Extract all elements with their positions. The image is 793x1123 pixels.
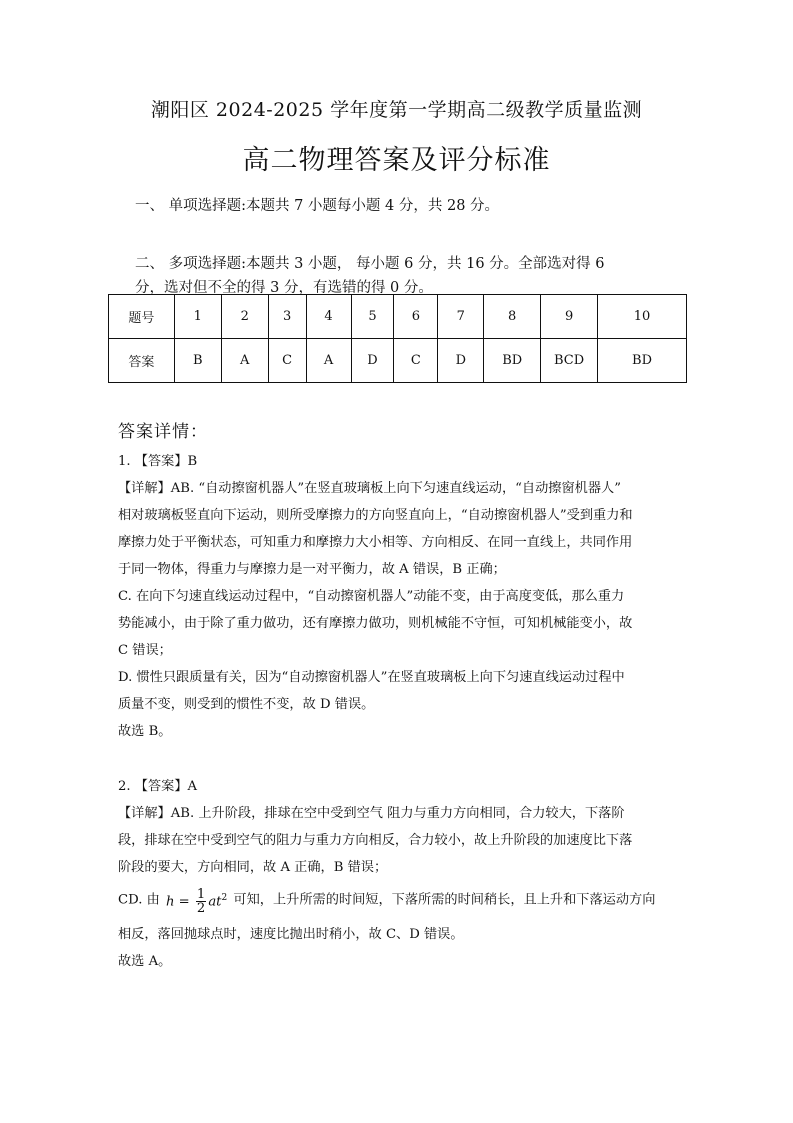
- q2-formula-line: [118, 881, 678, 921]
- row-header-answer: 答案: [109, 339, 175, 383]
- q1-line: C 错误；: [118, 643, 172, 658]
- q2-line: 相反，落回抛球点时，速度比抛出时稍小，故 C、D 错误。: [118, 927, 464, 942]
- q1-line: 相对玻璃板竖直向下运动，则所受摩擦力的方向竖直向上，“自动擦窗机器人”受到重力和: [118, 508, 633, 523]
- q1-line: 质量不变，则受到的惯性不变，故 D 错误。: [118, 697, 375, 712]
- question-number-cell: 10: [598, 295, 687, 339]
- answer-cell: C: [268, 339, 306, 383]
- question-number-cell: 4: [306, 295, 351, 339]
- question-number-cell: 2: [221, 295, 268, 339]
- q2-explanation: [118, 773, 678, 975]
- cd-suffix: 可知，上升所需的时间短，下落所需的时间稍长，且上升和下落运动方向: [233, 892, 656, 908]
- q1-line: 1. 【答案】B: [118, 454, 198, 469]
- answer-cell: D: [438, 339, 484, 383]
- q2-line: 段，排球在空中受到空气的阻力与重力方向相反，合力较小，故上升阶段的加速度比下落: [118, 833, 633, 848]
- q2-line: 故选 A。: [118, 954, 172, 969]
- multi-instruction-line-1: 二、 多项选择题:本题共 3 小题， 每小题 6 分，共 16 分。全部选对得 6: [135, 256, 605, 272]
- formula-rhs: at: [208, 894, 222, 910]
- answer-cell: BD: [484, 339, 541, 383]
- question-number-cell: 9: [541, 295, 598, 339]
- answer-cell: BD: [598, 339, 687, 383]
- q2-line: 【详解】AB. 上升阶段，排球在空中受到空气 阻力与重力方向相同，合力较大，下落阶: [118, 806, 625, 821]
- formula-exponent: 2: [221, 893, 228, 903]
- question-number-cell: 8: [484, 295, 541, 339]
- answer-table: [108, 294, 687, 383]
- q1-line: D. 惯性只跟质量有关，因为“自动擦窗机器人”在竖直玻璃板上向下匀速直线运动过程中: [118, 670, 625, 685]
- q2-line: 阶段的要大，方向相同，故 A 正确，B 错误；: [118, 860, 388, 875]
- formula-lhs: h =: [165, 894, 190, 910]
- answer-row: [109, 339, 687, 383]
- formula-fraction: [196, 888, 206, 915]
- q1-explanation: [118, 448, 678, 745]
- q1-line: 势能减小，由于除了重力做功，还有摩擦力做功，则机械能不守恒，可知机械能变小，故: [118, 616, 633, 631]
- q1-line: 于同一物体，得重力与摩擦力是一对平衡力，故 A 错误，B 正确；: [118, 562, 506, 577]
- kinematics-formula: [166, 881, 227, 919]
- question-number-row: [109, 295, 687, 339]
- multi-choice-instruction: [135, 252, 655, 300]
- answer-key-title: 高二物理答案及评分标准: [242, 145, 551, 176]
- answer-cell: BCD: [541, 339, 598, 383]
- cd-prefix: CD. 由: [118, 892, 160, 908]
- single-choice-instruction: 一、 单项选择题:本题共 7 小题每小题 4 分，共 28 分。: [135, 198, 500, 214]
- exam-title: 潮阳区 2024-2025 学年度第一学期高二级教学质量监测: [150, 99, 643, 121]
- answer-cell: C: [394, 339, 438, 383]
- fraction-denominator: 2: [196, 901, 206, 917]
- q2-line: 2. 【答案】A: [118, 779, 198, 794]
- fraction-numerator: 1: [196, 887, 206, 903]
- question-number-cell: 1: [174, 295, 221, 339]
- row-header-question: 题号: [109, 295, 175, 339]
- q1-line: C. 在向下匀速直线运动过程中，“自动擦窗机器人”动能不变，由于高度变低，那么重力: [118, 589, 625, 604]
- question-number-cell: 6: [394, 295, 438, 339]
- q1-line: 摩擦力处于平衡状态，可知重力和摩擦力大小相等、方向相反、在同一直线上，共同作用: [118, 535, 633, 550]
- answer-cell: D: [351, 339, 394, 383]
- details-heading: 答案详情：: [118, 422, 208, 442]
- multi-instruction-line-2: 分，选对但不全的得 3 分，有选错的得 0 分。: [135, 280, 433, 296]
- question-number-cell: 7: [438, 295, 484, 339]
- q1-line: 故选 B。: [118, 724, 172, 739]
- q1-line: 【详解】AB. “自动擦窗机器人”在竖直玻璃板上向下匀速直线运动，“自动擦窗机器人”: [118, 481, 621, 496]
- answer-cell: B: [174, 339, 221, 383]
- answer-cell: A: [306, 339, 351, 383]
- question-number-cell: 3: [268, 295, 306, 339]
- question-number-cell: 5: [351, 295, 394, 339]
- answer-cell: A: [221, 339, 268, 383]
